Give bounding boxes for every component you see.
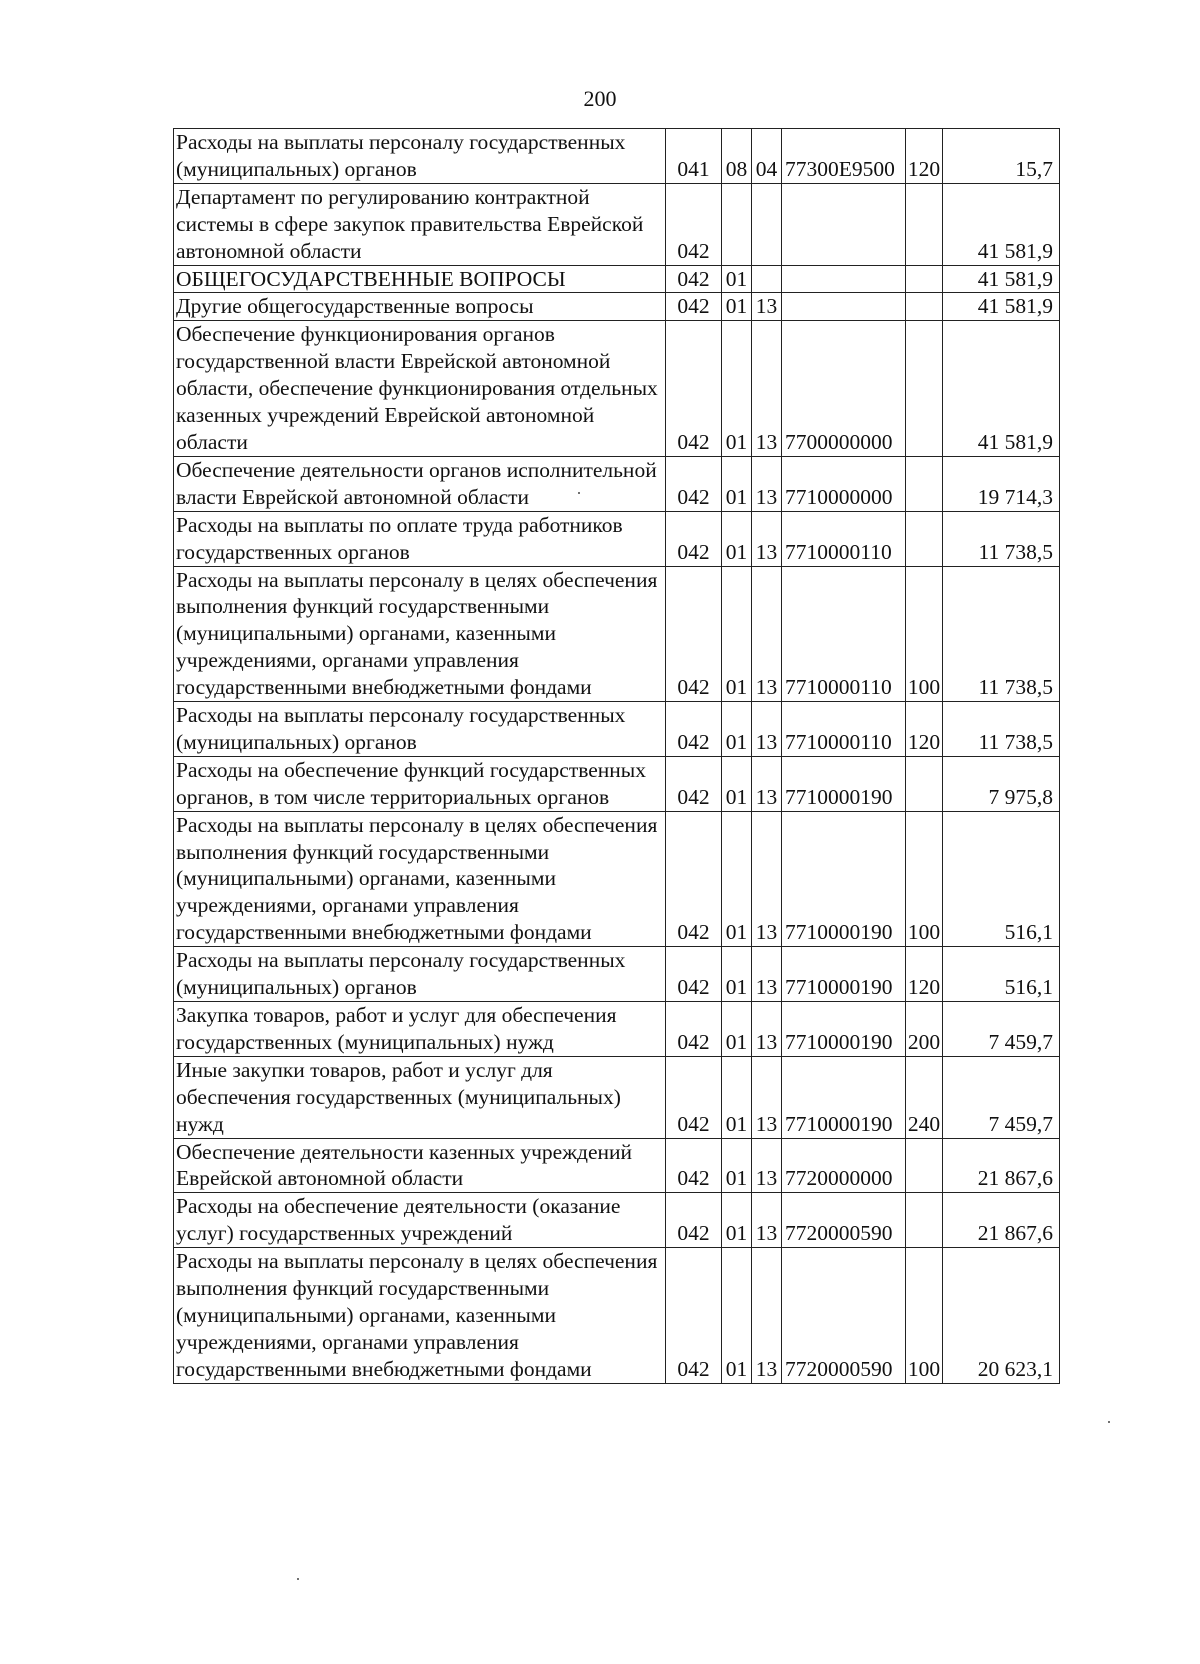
cell-name: Закупка товаров, работ и услуг для обеспечения государственных (муниципальных) нужд (174, 1002, 666, 1057)
cell-ministry-code: 042 (666, 1138, 722, 1193)
cell-name: ОБЩЕГОСУДАРСТВЕННЫЕ ВОПРОСЫ (174, 265, 666, 293)
cell-expense-type: 120 (906, 947, 943, 1002)
cell-ministry-code: 042 (666, 811, 722, 947)
cell-expense-type (906, 1138, 943, 1193)
cell-section-code (722, 183, 752, 265)
cell-name: Расходы на выплаты персоналу государственных (муниципальных) органов (174, 947, 666, 1002)
cell-name: Департамент по регулированию контрактной системы в сфере закупок правительства Еврейской автономной области (174, 183, 666, 265)
table-row (174, 702, 1060, 757)
cell-amount: 21 867,6 (943, 1138, 1060, 1193)
cell-amount: 11 738,5 (943, 702, 1060, 757)
cell-expense-type: 200 (906, 1002, 943, 1057)
table-row (174, 1002, 1060, 1057)
table-row (174, 293, 1060, 321)
cell-amount: 41 581,9 (943, 183, 1060, 265)
page-number: 200 (583, 86, 617, 111)
cell-amount: 11 738,5 (943, 511, 1060, 566)
cell-name: Обеспечение деятельности органов исполнительной власти Еврейской автономной области (174, 456, 666, 511)
cell-amount: 41 581,9 (943, 265, 1060, 293)
cell-target-article: 7710000110 (782, 702, 906, 757)
cell-section-code: 01 (722, 756, 752, 811)
cell-subsection-code (752, 265, 782, 293)
cell-ministry-code: 042 (666, 947, 722, 1002)
cell-target-article: 7700000000 (782, 321, 906, 457)
cell-name: Расходы на обеспечение деятельности (оказание услуг) государственных учреждений (174, 1193, 666, 1248)
cell-subsection-code: 13 (752, 1138, 782, 1193)
cell-section-code: 01 (722, 566, 752, 702)
cell-amount: 7 459,7 (943, 1056, 1060, 1138)
cell-subsection-code: 13 (752, 456, 782, 511)
cell-target-article: 7710000110 (782, 511, 906, 566)
cell-amount: 41 581,9 (943, 293, 1060, 321)
table-row (174, 129, 1060, 184)
cell-expense-type (906, 183, 943, 265)
cell-ministry-code: 042 (666, 1056, 722, 1138)
cell-ministry-code: 042 (666, 183, 722, 265)
cell-ministry-code: 042 (666, 321, 722, 457)
cell-amount: 41 581,9 (943, 321, 1060, 457)
table-row (174, 1056, 1060, 1138)
cell-target-article: 7710000190 (782, 1002, 906, 1057)
cell-target-article: 7720000590 (782, 1248, 906, 1384)
table-row (174, 756, 1060, 811)
cell-amount: 21 867,6 (943, 1193, 1060, 1248)
budget-table-body (174, 129, 1060, 1384)
cell-target-article (782, 265, 906, 293)
cell-target-article: 7710000190 (782, 811, 906, 947)
cell-subsection-code: 13 (752, 1002, 782, 1057)
cell-expense-type (906, 321, 943, 457)
cell-expense-type (906, 756, 943, 811)
cell-target-article: 7710000190 (782, 756, 906, 811)
table-row (174, 1193, 1060, 1248)
cell-subsection-code: 13 (752, 293, 782, 321)
scan-speck (578, 492, 580, 494)
cell-section-code: 01 (722, 456, 752, 511)
cell-name: Обеспечение деятельности казенных учреждений Еврейской автономной области (174, 1138, 666, 1193)
table-row (174, 265, 1060, 293)
table-row (174, 1248, 1060, 1384)
table-row (174, 511, 1060, 566)
cell-amount: 516,1 (943, 811, 1060, 947)
table-row (174, 811, 1060, 947)
cell-subsection-code: 13 (752, 321, 782, 457)
table-row (174, 321, 1060, 457)
cell-name: Расходы на выплаты по оплате труда работников государственных органов (174, 511, 666, 566)
cell-expense-type (906, 293, 943, 321)
cell-amount: 15,7 (943, 129, 1060, 184)
cell-section-code: 01 (722, 811, 752, 947)
cell-expense-type (906, 265, 943, 293)
table-row (174, 566, 1060, 702)
cell-subsection-code: 04 (752, 129, 782, 184)
cell-expense-type (906, 1193, 943, 1248)
cell-section-code: 01 (722, 321, 752, 457)
cell-target-article: 7710000190 (782, 947, 906, 1002)
cell-subsection-code (752, 183, 782, 265)
cell-expense-type (906, 511, 943, 566)
cell-name: Иные закупки товаров, работ и услуг для обеспечения государственных (муниципальных) нужд (174, 1056, 666, 1138)
cell-target-article: 7710000190 (782, 1056, 906, 1138)
cell-ministry-code: 041 (666, 129, 722, 184)
cell-subsection-code: 13 (752, 811, 782, 947)
cell-section-code: 01 (722, 511, 752, 566)
cell-amount: 516,1 (943, 947, 1060, 1002)
cell-name: Расходы на выплаты персоналу государственных (муниципальных) органов (174, 702, 666, 757)
scan-speck (297, 1578, 299, 1580)
cell-subsection-code: 13 (752, 566, 782, 702)
table-row (174, 183, 1060, 265)
cell-subsection-code: 13 (752, 1193, 782, 1248)
cell-target-article: 7720000000 (782, 1138, 906, 1193)
cell-name: Расходы на выплаты персоналу государственных (муниципальных) органов (174, 129, 666, 184)
cell-name: Расходы на выплаты персоналу в целях обеспечения выполнения функций государственными (муниципальными) органами, казенными учреждениями, органами управления государственными внебюджетными фондами (174, 1248, 666, 1384)
cell-subsection-code: 13 (752, 1056, 782, 1138)
cell-name: Расходы на выплаты персоналу в целях обеспечения выполнения функций государственными (муниципальными) органами, казенными учреждениями, органами управления государственными внебюджетными фондами (174, 811, 666, 947)
scan-speck (1108, 1421, 1110, 1423)
cell-expense-type: 120 (906, 702, 943, 757)
cell-amount: 20 623,1 (943, 1248, 1060, 1384)
cell-section-code: 01 (722, 1138, 752, 1193)
cell-section-code: 01 (722, 702, 752, 757)
cell-section-code: 01 (722, 265, 752, 293)
cell-expense-type: 240 (906, 1056, 943, 1138)
cell-ministry-code: 042 (666, 566, 722, 702)
cell-target-article (782, 183, 906, 265)
cell-section-code: 01 (722, 1002, 752, 1057)
cell-subsection-code: 13 (752, 947, 782, 1002)
cell-target-article: 7720000590 (782, 1193, 906, 1248)
cell-amount: 7 459,7 (943, 1002, 1060, 1057)
cell-section-code: 01 (722, 1248, 752, 1384)
table-row (174, 947, 1060, 1002)
cell-name: Обеспечение функционирования органов государственной власти Еврейской автономной области, обеспечение функционирования отдельных казенных учреждений Еврейской автономной области (174, 321, 666, 457)
cell-name: Расходы на выплаты персоналу в целях обеспечения выполнения функций государственными (муниципальными) органами, казенными учреждениями, органами управления государственными внебюджетными фондами (174, 566, 666, 702)
table-row (174, 1138, 1060, 1193)
cell-subsection-code: 13 (752, 511, 782, 566)
cell-target-article: 7710000000 (782, 456, 906, 511)
cell-section-code: 01 (722, 1056, 752, 1138)
cell-expense-type: 100 (906, 1248, 943, 1384)
cell-ministry-code: 042 (666, 456, 722, 511)
cell-amount: 11 738,5 (943, 566, 1060, 702)
cell-section-code: 01 (722, 293, 752, 321)
cell-target-article: 77300Е9500 (782, 129, 906, 184)
cell-expense-type: 120 (906, 129, 943, 184)
cell-expense-type: 100 (906, 566, 943, 702)
budget-table (173, 128, 1060, 1384)
cell-ministry-code: 042 (666, 702, 722, 757)
cell-expense-type: 100 (906, 811, 943, 947)
cell-ministry-code: 042 (666, 1248, 722, 1384)
cell-target-article: 7710000110 (782, 566, 906, 702)
cell-section-code: 01 (722, 947, 752, 1002)
cell-name: Другие общегосударственные вопросы (174, 293, 666, 321)
cell-name: Расходы на обеспечение функций государственных органов, в том числе территориальных органов (174, 756, 666, 811)
cell-amount: 7 975,8 (943, 756, 1060, 811)
cell-section-code: 08 (722, 129, 752, 184)
cell-target-article (782, 293, 906, 321)
cell-amount: 19 714,3 (943, 456, 1060, 511)
cell-ministry-code: 042 (666, 1002, 722, 1057)
cell-subsection-code: 13 (752, 756, 782, 811)
table-row (174, 456, 1060, 511)
cell-ministry-code: 042 (666, 1193, 722, 1248)
cell-ministry-code: 042 (666, 756, 722, 811)
cell-section-code: 01 (722, 1193, 752, 1248)
cell-expense-type (906, 456, 943, 511)
cell-ministry-code: 042 (666, 265, 722, 293)
cell-ministry-code: 042 (666, 293, 722, 321)
cell-subsection-code: 13 (752, 702, 782, 757)
cell-ministry-code: 042 (666, 511, 722, 566)
cell-subsection-code: 13 (752, 1248, 782, 1384)
